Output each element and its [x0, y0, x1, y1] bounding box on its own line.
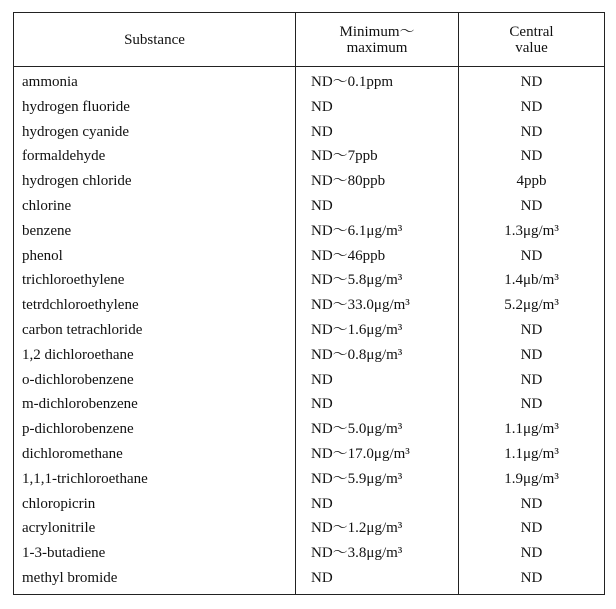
header-range-line2: maximum [346, 39, 408, 56]
table-row [14, 392, 605, 417]
substance-cell: ammonia [22, 74, 78, 90]
table-row [14, 144, 605, 169]
central-value-cell: ND [459, 343, 605, 368]
central-value-cell: ND [459, 541, 605, 566]
range-cell: ND〜6.1μg/m³ [296, 219, 459, 244]
range-cell: ND [296, 492, 459, 517]
range-cell: ND〜0.1ppm [296, 67, 459, 95]
table-row [14, 194, 605, 219]
substance-cell: hydrogen fluoride [22, 98, 130, 115]
table-row [14, 566, 605, 594]
central-value-cell: ND [459, 516, 605, 541]
range-cell: ND [296, 392, 459, 417]
table-row [14, 492, 605, 517]
central-value-cell: ND [459, 566, 605, 594]
central-value-cell: 1.1μg/m³ [459, 417, 605, 442]
substance-cell: m-dichlorobenzene [22, 396, 138, 413]
substance-cell: acrylonitrile [22, 520, 96, 537]
header-central-line2: value [515, 39, 548, 56]
substance-cell: 1-3-butadiene [22, 545, 106, 562]
header-range-line1: Minimum〜 [339, 23, 415, 40]
substance-cell: p-dichlorobenzene [22, 421, 134, 438]
table-row [14, 467, 605, 492]
range-cell: ND〜0.8μg/m³ [296, 343, 459, 368]
table-row [14, 244, 605, 269]
central-value-cell: 1.4μb/m³ [459, 268, 605, 293]
range-cell: ND〜46ppb [296, 244, 459, 269]
substance-cell: 1,1,1-trichloroethane [22, 470, 148, 487]
table-header [14, 13, 605, 67]
table-row [14, 417, 605, 442]
header-range [296, 13, 459, 67]
substance-cell: phenol [22, 247, 63, 264]
range-cell: ND [296, 566, 459, 594]
table-row [14, 516, 605, 541]
substance-cell: o-dichlorobenzene [22, 371, 134, 388]
range-cell: ND [296, 120, 459, 145]
range-cell: ND〜5.0μg/m³ [296, 417, 459, 442]
table-row [14, 541, 605, 566]
header-substance [14, 13, 296, 67]
range-cell: ND〜1.6μg/m³ [296, 318, 459, 343]
central-value-cell: ND [459, 392, 605, 417]
substance-cell: chloropicrin [22, 495, 96, 512]
table-row [14, 169, 605, 194]
substance-cell: chlorine [22, 197, 72, 214]
table-body [14, 67, 605, 595]
central-value-cell: ND [459, 194, 605, 219]
central-value-cell: ND [459, 95, 605, 120]
table-row [14, 343, 605, 368]
central-value-cell: ND [459, 368, 605, 393]
central-value-cell: ND [459, 144, 605, 169]
table-row [14, 293, 605, 318]
range-cell: ND〜1.2μg/m³ [296, 516, 459, 541]
substance-cell: formaldehyde [22, 148, 106, 165]
central-value-cell: 4ppb [459, 169, 605, 194]
header-row [14, 13, 605, 67]
range-cell: ND [296, 194, 459, 219]
central-value-cell: ND [459, 318, 605, 343]
range-cell: ND〜5.9μg/m³ [296, 467, 459, 492]
substance-cell: carbon tetrachloride [22, 321, 143, 338]
header-central-line1: Central [509, 23, 554, 40]
central-value-cell: 5.2μg/m³ [459, 293, 605, 318]
header-central [459, 13, 605, 67]
central-value-cell: 1.1μg/m³ [459, 442, 605, 467]
table-row [14, 318, 605, 343]
table-row [14, 219, 605, 244]
range-cell: ND〜80ppb [296, 169, 459, 194]
header-substance-label: Substance [124, 31, 185, 48]
central-value-cell: 1.3μg/m³ [459, 219, 605, 244]
range-cell: ND〜17.0μg/m³ [296, 442, 459, 467]
substance-cell: benzene [22, 222, 72, 239]
substance-table [13, 12, 605, 595]
table-row [14, 95, 605, 120]
central-value-cell: ND [459, 120, 605, 145]
table-row [14, 67, 605, 95]
central-value-cell: ND [459, 67, 605, 95]
substance-cell: hydrogen chloride [22, 173, 132, 190]
table-row [14, 442, 605, 467]
range-cell: ND〜5.8μg/m³ [296, 268, 459, 293]
table-row [14, 120, 605, 145]
substance-cell: dichloromethane [22, 445, 123, 462]
substance-cell: trichloroethylene [22, 272, 125, 289]
range-cell: ND〜7ppb [296, 144, 459, 169]
range-cell: ND〜33.0μg/m³ [296, 293, 459, 318]
central-value-cell: ND [459, 244, 605, 269]
table-row [14, 368, 605, 393]
substance-cell: methyl bromide [22, 569, 118, 586]
substance-cell: hydrogen cyanide [22, 123, 130, 140]
central-value-cell: ND [459, 492, 605, 517]
table-row [14, 268, 605, 293]
substance-cell: 1,2 dichloroethane [22, 346, 134, 363]
substance-cell: tetrdchloroethylene [22, 297, 139, 314]
central-value-cell: 1.9μg/m³ [459, 467, 605, 492]
range-cell: ND [296, 95, 459, 120]
range-cell: ND〜3.8μg/m³ [296, 541, 459, 566]
range-cell: ND [296, 368, 459, 393]
